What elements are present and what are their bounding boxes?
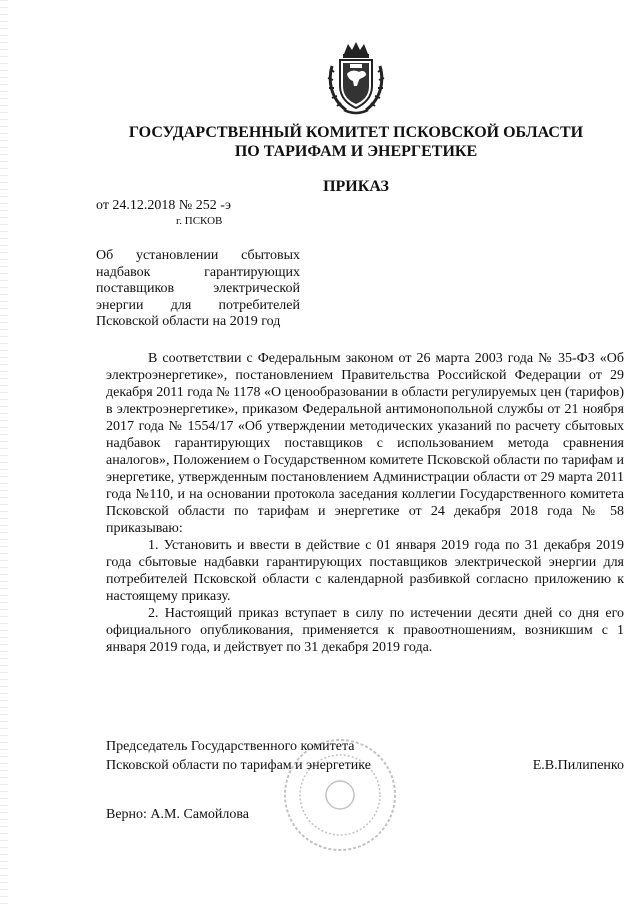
order-body <box>106 350 624 656</box>
coat-of-arms-icon <box>326 40 386 116</box>
verified-by: Верно: А.М. Самойлова <box>106 807 250 822</box>
order-date-number: от 24.12.2018 № 252 -э <box>96 198 231 213</box>
order-city: г. ПСКОВ <box>176 215 223 227</box>
committee-name-line1: ГОСУДАРСТВЕННЫЙ КОМИТЕТ ПСКОВСКОЙ ОБЛАСТИ <box>128 124 584 141</box>
document-type: ПРИКАЗ <box>323 178 389 195</box>
item-2-paragraph: 2. Настоящий приказ вступает в силу по истечении десяти дней со дня его официального опубликования, применяется к правоотношениям, возникшим с 1 января 2019 года, и действует по 31 декабря 2019 года. <box>106 606 624 655</box>
order-subject: Об установлении сбытовых надбавок гарантирующих поставщиков электрической энергии для потребителей Псковской области на 2019 год <box>96 248 300 329</box>
preamble-paragraph: В соответствии с Федеральным законом от 26 марта 2003 года № 35-ФЗ «Об электроэнергетике», постановлением Правительства Российской Федерации от 29 декабря 2011 года № 1178 «О ценообразовании в области регулируемых цен (тарифов) в электроэнергетике», приказом Федеральной антимонопольной службы от 21 ноября 2017 года № 1554/17 «Об утверждении методических указаний по расчету сбытовых надбавок гарантирующих поставщиков с использованием метода сравнения аналогов», Положением о Государственном комитете Псковской области по тарифам и энергетике, утвержденным постановлением Администрации области от 29 марта 2011 года №110, и на основании протокола заседания коллегии Государственного комитета Псковской области по тарифам и энергетике от 24 декабря 2018 года № 58 приказываю: <box>106 351 624 536</box>
scan-edge <box>0 0 8 905</box>
item-1-paragraph: 1. Установить и ввести в действие с 01 января 2019 года по 31 декабря 2019 года сбытовые надбавки гарантирующих поставщиков электрической энергии для потребителей Псковской области с календарной разбивкой согласно приложению к настоящему приказу. <box>106 538 624 604</box>
signatory-title <box>106 737 371 775</box>
committee-name-line2: ПО ТАРИФАМ И ЭНЕРГЕТИКЕ <box>234 143 478 160</box>
signatory-name: Е.В.Пилипенко <box>532 758 624 773</box>
signatory-title-line1: Председатель Государственного комитета <box>106 739 355 754</box>
signatory-title-line2: Псковской области по тарифам и энергетике <box>106 758 371 773</box>
committee-name <box>100 123 612 161</box>
